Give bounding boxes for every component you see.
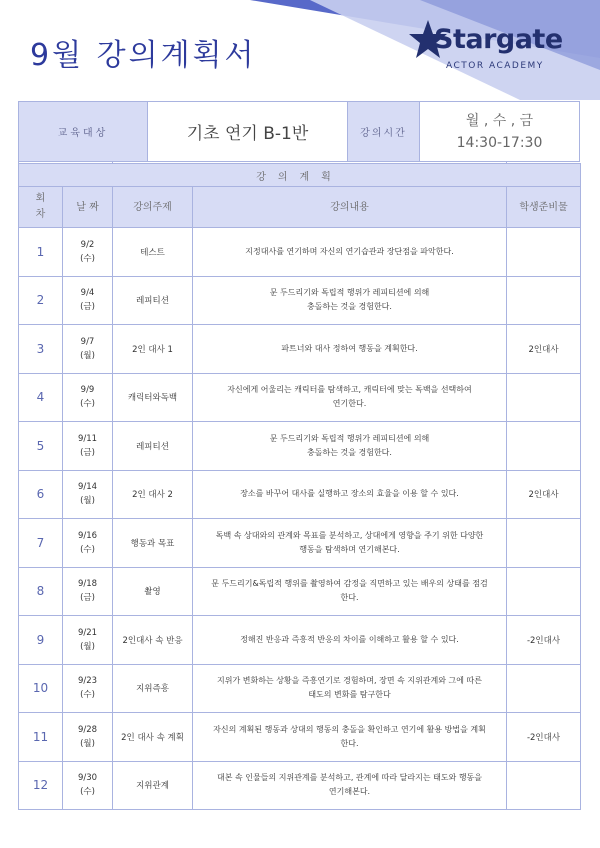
row-date: 9/28 (월) <box>63 713 113 762</box>
target-label-text: 교육대상 <box>57 128 109 139</box>
table-row <box>19 470 581 519</box>
time-label-box <box>348 101 420 162</box>
col-content: 강의내용 <box>193 187 507 228</box>
table-row <box>19 276 581 325</box>
logo-brand: Stargate <box>434 24 563 55</box>
row-date: 9/21 (월) <box>63 616 113 665</box>
class-name: 기초 연기 B-1반 <box>186 124 309 144</box>
row-number: 7 <box>19 519 63 568</box>
table-row <box>19 373 581 422</box>
row-content: 독백 속 상대와의 관계와 목표를 분석하고, 상대에게 영향을 주기 위한 다양한 행동을 탐색하며 연기해본다. <box>193 519 507 568</box>
table-row <box>19 228 581 277</box>
row-content: 지정대사를 연기하며 자신의 연기습관과 장단점을 파악한다. <box>193 228 507 277</box>
row-topic: 2인 대사 2 <box>113 470 193 519</box>
col-date: 날 짜 <box>63 187 113 228</box>
row-content: 정해진 반응과 즉흥적 반응의 차이를 이해하고 활용 할 수 있다. <box>193 616 507 665</box>
row-number: 2 <box>19 276 63 325</box>
col-no: 회차 <box>19 187 63 228</box>
table-row <box>19 664 581 713</box>
row-date: 9/23 (수) <box>63 664 113 713</box>
column-header-row <box>19 187 581 228</box>
row-topic: 촬영 <box>113 567 193 616</box>
section-header-row <box>19 164 581 187</box>
row-topic: 테스트 <box>113 228 193 277</box>
row-content: 문 두드리기와 독립적 행위가 레피티션에 의해 충돌하는 것을 경험한다. <box>193 276 507 325</box>
row-date: 9/9 (수) <box>63 373 113 422</box>
row-number: 10 <box>19 664 63 713</box>
row-number: 9 <box>19 616 63 665</box>
row-content: 지위가 변화하는 상황을 즉흥연기로 경험하며, 장면 속 지위관계와 그에 따른 태도의 변화를 탐구한다 <box>193 664 507 713</box>
row-date: 9/2 (수) <box>63 228 113 277</box>
row-topic: 2인 대사 1 <box>113 325 193 374</box>
row-prep <box>507 276 581 325</box>
lecture-days: 월 , 수 , 금 <box>465 112 534 129</box>
table-row <box>19 761 581 810</box>
page-title: 9월 강의계획서 <box>30 38 257 73</box>
row-prep <box>507 519 581 568</box>
table-row <box>19 616 581 665</box>
row-topic: 지위관계 <box>113 761 193 810</box>
row-content: 문 두드리기&독립적 행위를 촬영하여 감정을 직면하고 있는 배우의 상태를 점검 한다. <box>193 567 507 616</box>
row-date: 9/11 (금) <box>63 422 113 471</box>
section-title: 강의계획 <box>19 164 581 187</box>
row-content: 대본 속 인물들의 지위관계를 분석하고, 관계에 따라 달라지는 태도와 행동을 연기해본다. <box>193 761 507 810</box>
row-topic: 행동과 목표 <box>113 519 193 568</box>
table-row <box>19 519 581 568</box>
row-prep: 2인대사 <box>507 470 581 519</box>
row-topic: 지위즉흥 <box>113 664 193 713</box>
target-label-box <box>18 101 148 162</box>
row-topic: 레피티션 <box>113 422 193 471</box>
row-content: 파트너와 대사 정하여 행동을 계획한다. <box>193 325 507 374</box>
logo <box>408 18 583 78</box>
row-number: 1 <box>19 228 63 277</box>
info-overlay <box>18 101 580 163</box>
row-content: 장소를 바꾸어 대사를 실행하고 장소의 효율을 이용 할 수 있다. <box>193 470 507 519</box>
row-prep <box>507 567 581 616</box>
col-prep: 학생준비물 <box>507 187 581 228</box>
row-topic: 2인대사 속 반응 <box>113 616 193 665</box>
table-row <box>19 325 581 374</box>
row-prep: -2인대사 <box>507 713 581 762</box>
row-date: 9/14 (월) <box>63 470 113 519</box>
row-prep: -2인대사 <box>507 616 581 665</box>
row-content: 자신의 계획된 행동과 상대의 행동의 충돌을 확인하고 연기에 활용 방법을 계획 한다. <box>193 713 507 762</box>
row-date: 9/4 (금) <box>63 276 113 325</box>
row-number: 11 <box>19 713 63 762</box>
row-prep <box>507 664 581 713</box>
table-row <box>19 567 581 616</box>
row-number: 8 <box>19 567 63 616</box>
logo-subtitle: ACTOR ACADEMY <box>446 61 544 71</box>
row-prep: 2인대사 <box>507 325 581 374</box>
row-date: 9/7 (월) <box>63 325 113 374</box>
row-date: 9/30 (수) <box>63 761 113 810</box>
row-number: 3 <box>19 325 63 374</box>
lecture-hours: 14:30-17:30 <box>456 134 543 151</box>
lecture-plan-table <box>18 101 581 810</box>
table-row <box>19 422 581 471</box>
schedule-rows <box>19 228 581 810</box>
row-prep <box>507 422 581 471</box>
time-label-text: 강의시간 <box>360 128 407 139</box>
row-prep <box>507 228 581 277</box>
row-date: 9/16 (수) <box>63 519 113 568</box>
table-row <box>19 713 581 762</box>
row-content: 문 두드리기와 독립적 행위가 레피티션에 의해 충돌하는 것을 경험한다. <box>193 422 507 471</box>
row-number: 6 <box>19 470 63 519</box>
row-topic: 2인 대사 속 계획 <box>113 713 193 762</box>
target-value-box <box>148 101 348 162</box>
row-number: 5 <box>19 422 63 471</box>
row-prep <box>507 761 581 810</box>
row-content: 자신에게 어울리는 캐릭터를 탐색하고, 캐릭터에 맞는 독백을 선택하여 연기한다. <box>193 373 507 422</box>
row-prep <box>507 373 581 422</box>
row-topic: 캐릭터와독백 <box>113 373 193 422</box>
row-date: 9/18 (금) <box>63 567 113 616</box>
time-value-box <box>420 101 580 162</box>
row-number: 12 <box>19 761 63 810</box>
col-topic: 강의주제 <box>113 187 193 228</box>
row-topic: 레피티션 <box>113 276 193 325</box>
row-number: 4 <box>19 373 63 422</box>
